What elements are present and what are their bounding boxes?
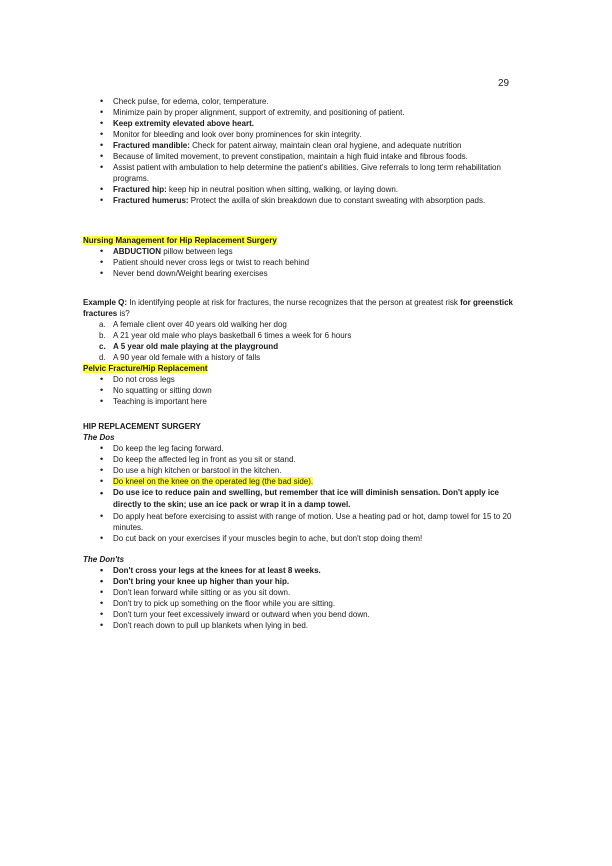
- hip-management-section: [83, 235, 523, 279]
- list-item: • Check pulse, for edema, color, temperature.: [83, 96, 523, 107]
- list-item: • Don't reach down to pull up blankets when lying in bed.: [83, 620, 523, 631]
- pelvic-list: [83, 374, 523, 407]
- page-number: 29: [498, 78, 510, 89]
- example-question: Example Q: In identifying people at risk for fractures, the nurse recognizes that the person at greatest risk for greenstick fractures is?: [83, 298, 513, 318]
- list-item: • Fractured humerus: Protect the axilla of skin breakdown due to constant sweating with absorption pads.: [83, 195, 523, 206]
- list-item: • Do use ice to reduce pain and swelling, but remember that ice will diminish sensation. Don't apply ice directly to the skin; use an ice pack or wrap it in a damp towel.: [83, 487, 523, 511]
- list-item: • Do not cross legs: [83, 374, 523, 385]
- hip-surgery-heading: HIP REPLACEMENT SURGERY: [83, 422, 201, 431]
- list-item: • No squatting or sitting down: [83, 385, 523, 396]
- list-item: • Keep extremity elevated above heart.: [83, 118, 523, 129]
- list-item: • Patient should never cross legs or twist to reach behind: [83, 257, 523, 268]
- list-item: • Do use a high kitchen or barstool in the kitchen.: [83, 465, 523, 476]
- answer-option: d. A 90 year old female with a history of falls: [99, 353, 261, 362]
- list-item: • Do keep the affected leg in front as you sit or stand.: [83, 454, 523, 465]
- list-item: • Fractured mandible: Check for patent airway, maintain clean oral hygiene, and adequate nutrition: [83, 140, 523, 151]
- dos-list: [83, 443, 523, 544]
- list-item: • Do keep the leg facing forward.: [83, 443, 523, 454]
- fracture-care-section: [83, 96, 523, 206]
- list-item: • Do apply heat before exercising to assist with range of motion. Use a heating pad or hot, damp towel for 15 to 20 minutes.: [83, 511, 523, 533]
- list-item: • Don't try to pick up something on the floor while you are sitting.: [83, 598, 523, 609]
- list-item: • ABDUCTION pillow between legs: [83, 246, 523, 257]
- fracture-care-list: [83, 96, 523, 206]
- dos-heading: The Dos: [83, 433, 115, 442]
- example-question-section: [83, 297, 523, 407]
- donts-heading: The Don'ts: [83, 555, 125, 564]
- pelvic-heading: Pelvic Fracture/Hip Replacement: [83, 364, 208, 373]
- list-item: • Because of limited movement, to prevent constipation, maintain a high fluid intake and fibrous foods.: [83, 151, 523, 162]
- list-item: • Assist patient with ambulation to help determine the patient's abilities. Give referrals to long term rehabilitation programs.: [83, 162, 523, 184]
- list-item: • Don't lean forward while sitting or as you sit down.: [83, 587, 523, 598]
- list-item: • Never bend down/Weight bearing exercises: [83, 268, 523, 279]
- list-item: • Do cut back on your exercises if your muscles begin to ache, but don't stop doing them!: [83, 533, 523, 544]
- list-item: • Don't cross your legs at the knees for at least 8 weeks.: [83, 565, 523, 576]
- donts-list: [83, 565, 523, 631]
- answer-option: a. A female client over 40 years old walking her dog: [99, 320, 287, 329]
- list-item: • Monitor for bleeding and look over bony prominences for skin integrity.: [83, 129, 523, 140]
- answer-options: [83, 319, 523, 363]
- list-item-highlighted: • Do kneel on the knee on the operated leg (the bad side).: [83, 476, 523, 487]
- list-item: • Fractured hip: keep hip in neutral position when sitting, walking, or laying down.: [83, 184, 523, 195]
- list-item: • Minimize pain by proper alignment, support of extremity, and positioning of patient.: [83, 107, 523, 118]
- hip-management-list: [83, 246, 523, 279]
- answer-option: b. A 21 year old male who plays basketball 6 times a week for 6 hours: [99, 331, 352, 340]
- list-item: • Don't turn your feet excessively inward or outward when you bend down.: [83, 609, 523, 620]
- hip-surgery-section: [83, 421, 523, 631]
- answer-option-correct: c. A 5 year old male playing at the playground: [99, 342, 279, 351]
- hip-management-heading: Nursing Management for Hip Replacement Surgery: [83, 236, 277, 245]
- list-item: • Teaching is important here: [83, 396, 523, 407]
- list-item: • Don't bring your knee up higher than your hip.: [83, 576, 523, 587]
